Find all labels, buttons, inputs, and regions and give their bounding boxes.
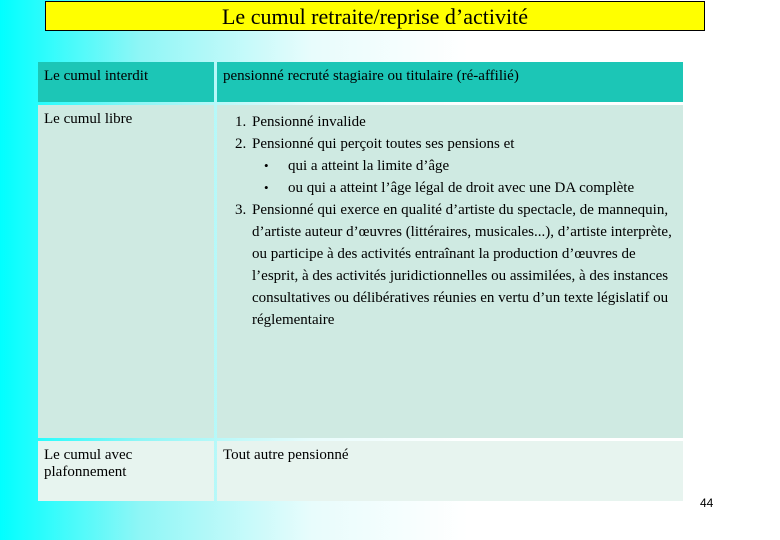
list-item: 3. Pensionné qui exerce en qualité d’artiste du spectacle, de mannequin, d’artiste auteur d’œuvres (littéraires, musicales...), d’artiste interprète, ou participe à des activités entraînant la production d’œuvres de l’esprit, à des activités juridictionnelles ou assimilées, à des instances consultatives ou délibératives réunies en vertu d’un texte législatif ou réglementaire [250, 199, 677, 331]
table-row [38, 105, 683, 438]
numbered-list [223, 111, 677, 331]
row-label-libre: Le cumul libre [38, 105, 214, 438]
slide-title [45, 1, 705, 31]
row-content-interdit: pensionné recruté stagiaire ou titulaire (ré-affilié) [217, 62, 683, 102]
page-number: 44 [700, 496, 714, 510]
list-item: 1. Pensionné invalide [250, 111, 677, 133]
slide-title-text: Le cumul retraite/reprise d’activité [221, 4, 528, 29]
bullet-list [252, 155, 677, 199]
row-label-interdit: Le cumul interdit [38, 62, 214, 102]
table-row [38, 62, 683, 102]
list-item: 2. Pensionné qui perçoit toutes ses pensions et • qui a atteint la limite d’âge • ou qui a atteint l’âge légal de droit avec une DA complète [250, 133, 677, 199]
bullet-item: • qui a atteint la limite d’âge [280, 155, 677, 177]
bullet-item: • ou qui a atteint l’âge légal de droit avec une DA complète [280, 177, 677, 199]
row-label-plafonnement: Le cumul avec plafonnement [38, 441, 214, 501]
cumul-table [35, 59, 686, 504]
table-row [38, 441, 683, 501]
row-content-plafonnement: Tout autre pensionné [217, 441, 683, 501]
row-content-libre [217, 105, 683, 438]
